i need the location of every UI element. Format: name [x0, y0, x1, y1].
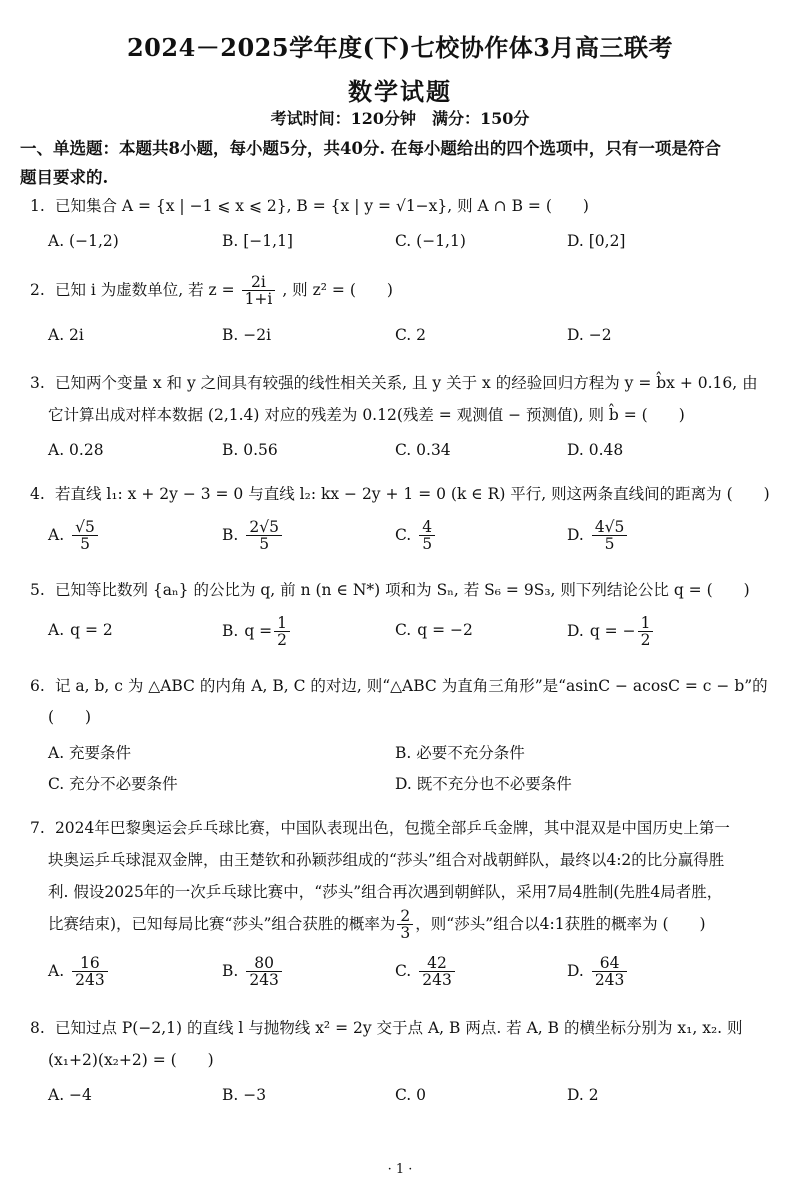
- question-5: [30, 575, 780, 606]
- fraction-denominator: 3: [400, 924, 411, 943]
- option-c[interactable]: [395, 955, 457, 989]
- question-7-line-2: 块奥运乒乓球混双金牌，由王楚钦和孙颖莎组成的“莎头”组合对战朝鲜队，最终以4:2的比分赢得胜: [48, 851, 725, 869]
- option-a[interactable]: A. −4: [48, 1086, 92, 1104]
- fraction-denominator: 5: [604, 535, 615, 554]
- option-b[interactable]: B. −3: [222, 1086, 267, 1104]
- option-label: B.: [222, 525, 239, 544]
- option-value: q = −: [589, 621, 636, 640]
- option-label: A.: [48, 621, 65, 639]
- question-text: 已知 i 为虚数单位, 若 z =: [54, 280, 235, 299]
- fraction-denominator: 243: [75, 971, 105, 990]
- fraction-numerator: 4: [419, 519, 435, 536]
- option-b[interactable]: B. [−1,1]: [222, 232, 293, 250]
- fraction-denominator: 5: [422, 535, 433, 554]
- option-label: D.: [567, 961, 584, 980]
- fraction-denominator: 243: [422, 971, 452, 990]
- fraction: [72, 955, 108, 989]
- option-c[interactable]: C. 0: [395, 1086, 427, 1104]
- section-heading-line-2: 题目要求的.: [20, 168, 109, 187]
- option-c[interactable]: [395, 621, 473, 639]
- option-label: B.: [222, 621, 239, 640]
- fraction-denominator: 2: [640, 631, 651, 650]
- option-b[interactable]: [222, 615, 292, 649]
- option-a[interactable]: [48, 955, 110, 989]
- fraction-denominator: 1+i: [244, 290, 273, 309]
- fraction-numerator: 64: [592, 955, 628, 972]
- question-text: 已知等比数列 {aₙ} 的公比为 q, 前 n (n ∈ N*) 项和为 Sₙ, 若 S₆ = 9S₃, 则下列结论公比 q = ( ): [54, 581, 750, 599]
- fraction: [419, 955, 455, 989]
- option-label: A.: [48, 525, 65, 544]
- option-d[interactable]: [567, 615, 655, 649]
- exam-title: 2024－2025学年度(下)七校协作体3月高三联考: [126, 33, 673, 62]
- option-c[interactable]: C. 2: [395, 326, 427, 344]
- question-number: 6.: [30, 677, 45, 695]
- question-number: 7.: [30, 819, 45, 837]
- question-7-line-3: 利. 假设2025年的一次乒乓球比赛中，“莎头”组合再次遇到朝鲜队，采用7局4胜制(先胜4局者胜，: [48, 883, 723, 901]
- option-label: D.: [567, 621, 584, 640]
- option-a[interactable]: A. 0.28: [48, 441, 104, 459]
- fraction-denominator: 243: [594, 971, 625, 990]
- option-d[interactable]: D. [0,2]: [567, 232, 626, 250]
- fraction: [274, 615, 290, 649]
- fraction-numerator: 1: [638, 615, 654, 632]
- option-c[interactable]: C. 0.34: [395, 441, 451, 459]
- option-label: D.: [567, 525, 584, 544]
- question-8: [30, 1013, 780, 1044]
- option-a[interactable]: [48, 621, 113, 639]
- fraction-numerator: 42: [419, 955, 455, 972]
- fraction: [638, 615, 654, 649]
- fraction-denominator: 5: [259, 535, 270, 554]
- question-6-line-2: ( ): [48, 708, 92, 726]
- fraction: [592, 519, 628, 553]
- option-c[interactable]: [395, 519, 437, 553]
- subject-title: 数学试题: [348, 77, 452, 106]
- option-label: A.: [48, 961, 65, 980]
- fraction: [246, 955, 282, 989]
- question-4: [30, 479, 780, 510]
- option-d[interactable]: [567, 519, 629, 553]
- option-c[interactable]: C. 充分不必要条件: [48, 775, 178, 793]
- option-a[interactable]: [48, 519, 100, 553]
- question-text: 记 a, b, c 为 △ABC 的内角 A, B, C 的对边, 则“△ABC 为直角三角形”是“asinC − acosC = c − b”的: [54, 677, 768, 695]
- question-text: 比赛结束)，已知每局比赛“莎头”组合获胜的概率为: [48, 914, 396, 933]
- question-8-line-2: (x₁+2)(x₂+2) = ( ): [48, 1051, 214, 1069]
- fraction-denominator: 243: [249, 971, 279, 990]
- question-text: 2024年巴黎奥运会乒乓球比赛，中国队表现出色，包揽全部乒乓金牌，其中混双是中国历史上第一: [54, 819, 730, 837]
- question-number: 8.: [30, 1019, 45, 1037]
- question-number: 4.: [30, 485, 45, 503]
- exam-meta: 考试时间：120分钟 满分：150分: [270, 109, 530, 128]
- question-number: 5.: [30, 581, 45, 599]
- option-label: C.: [395, 961, 412, 980]
- fraction: [592, 955, 628, 989]
- question-text-tail: ，则“莎头”组合以4:1获胜的概率为 ( ): [415, 914, 706, 933]
- fraction: [72, 519, 98, 553]
- option-b[interactable]: [222, 955, 284, 989]
- option-d[interactable]: D. −2: [567, 326, 612, 344]
- question-number: 2.: [30, 280, 45, 299]
- option-c[interactable]: C. (−1,1): [395, 232, 466, 250]
- question-7-line-4: [48, 908, 788, 942]
- option-label: B.: [222, 961, 239, 980]
- option-value: q = 2: [70, 621, 113, 639]
- question-3-line-2: 它计算出成对样本数据 (2,1.4) 对应的残差为 0.12(残差 = 观测值 − 预测值), 则 b̂ = ( ): [48, 406, 685, 424]
- question-text-tail: , 则 z² = ( ): [282, 280, 393, 299]
- question-3: [30, 368, 780, 399]
- question-7: [30, 813, 780, 844]
- question-1: [30, 191, 780, 222]
- section-heading: [20, 134, 780, 192]
- question-text: 若直线 l₁: x + 2y − 3 = 0 与直线 l₂: kx − 2y + 1 = 0 (k ∈ R) 平行, 则这两条直线间的距离为 ( ): [54, 485, 770, 503]
- fraction-numerator: 2: [397, 908, 413, 925]
- option-a[interactable]: A. 充要条件: [48, 744, 132, 762]
- question-text: 已知过点 P(−2,1) 的直线 l 与抛物线 x² = 2y 交于点 A, B 两点. 若 A, B 的横坐标分别为 x₁, x₂. 则: [54, 1019, 743, 1037]
- question-2: [30, 274, 780, 308]
- page-number: · 1 ·: [387, 1162, 413, 1177]
- question-text: 已知集合 A = {x | −1 ⩽ x ⩽ 2}, B = {x | y = √1−x}, 则 A ∩ B = ( ): [54, 197, 589, 215]
- fraction-denominator: 2: [277, 631, 288, 650]
- option-label: C.: [395, 621, 412, 639]
- question-number: 3.: [30, 374, 45, 392]
- option-a[interactable]: A. (−1,2): [48, 232, 119, 250]
- fraction-numerator: 80: [246, 955, 282, 972]
- question-6: [30, 671, 780, 702]
- option-b[interactable]: [222, 519, 284, 553]
- fraction-numerator: √5: [72, 519, 98, 536]
- fraction-numerator: 16: [72, 955, 108, 972]
- fraction-numerator: 2√5: [246, 519, 282, 536]
- question-text: 已知两个变量 x 和 y 之间具有较强的线性相关关系, 且 y 关于 x 的经验回归方程为 y = b̂x + 0.16, 由: [54, 374, 758, 392]
- fraction: [246, 519, 282, 553]
- option-b[interactable]: B. 0.56: [222, 441, 278, 459]
- section-heading-line-1: 一、单选题：本题共8小题，每小题5分，共40分. 在每小题给出的四个选项中，只有一项是符合: [20, 139, 721, 158]
- option-b[interactable]: B. 必要不充分条件: [395, 744, 525, 762]
- option-d[interactable]: D. 既不充分也不必要条件: [395, 775, 572, 793]
- option-a[interactable]: A. 2i: [48, 326, 84, 344]
- option-b[interactable]: B. −2i: [222, 326, 272, 344]
- option-d[interactable]: D. 2: [567, 1086, 599, 1104]
- fraction: [419, 519, 435, 553]
- fraction-numerator: 1: [274, 615, 290, 632]
- option-d[interactable]: [567, 955, 629, 989]
- option-value: q = −2: [417, 621, 473, 639]
- fraction-numerator: 4√5: [592, 519, 628, 536]
- fraction-numerator: 2i: [242, 274, 276, 291]
- question-number: 1.: [30, 197, 45, 215]
- fraction-denominator: 5: [80, 535, 90, 554]
- fraction: [242, 274, 276, 308]
- option-label: C.: [395, 525, 412, 544]
- fraction: [397, 908, 413, 942]
- option-d[interactable]: D. 0.48: [567, 441, 624, 459]
- option-value: q =: [244, 621, 273, 640]
